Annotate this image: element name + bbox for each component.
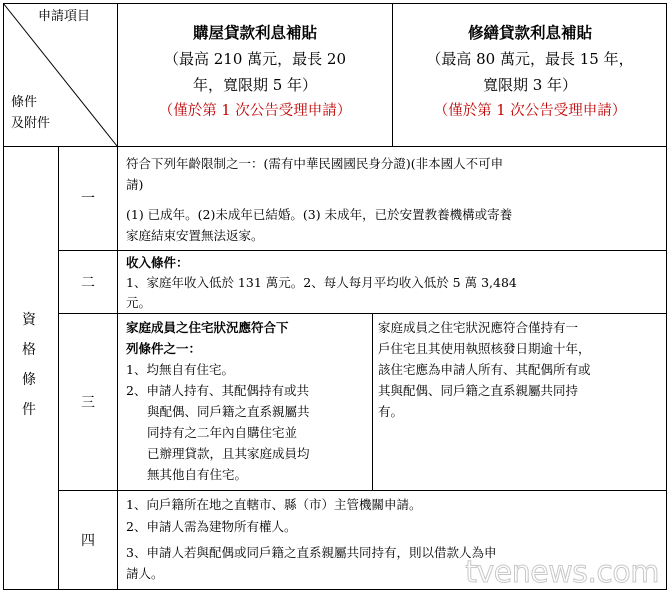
body-col-divider-1 bbox=[58, 146, 59, 590]
repair-note: （僅於第 1 次公告受理申請） bbox=[433, 103, 627, 119]
corner-bottom-label-2: 及附件 bbox=[11, 116, 51, 131]
row-divider-1 bbox=[58, 250, 667, 251]
side-label-4: 件 bbox=[22, 402, 36, 418]
row-number-2: 二 bbox=[81, 275, 95, 291]
row3-col-divider bbox=[372, 313, 373, 490]
row4-line1: 1、向戶籍所在地之直轄市、縣（市）主管機關申請。 bbox=[126, 497, 422, 512]
row3-left-line3: 1、均無自有住宅。 bbox=[126, 362, 234, 377]
row2-line3: 元。 bbox=[126, 295, 152, 310]
row3-right-line2: 戶住宅且其使用執照核發日期逾十年， bbox=[378, 341, 591, 356]
side-label-1: 資 bbox=[22, 312, 36, 328]
corner-top-label: 申請項目 bbox=[38, 9, 91, 24]
watermark: tvenews.com bbox=[465, 555, 659, 590]
repair-sub-2: 寬限期 3 年） bbox=[482, 76, 578, 94]
row2-line2: 1、家庭年收入低於 131 萬元。2、每人每月平均收入低於 5 萬 3,484 bbox=[126, 275, 517, 290]
row3-left-line7: 已辦理貸款，且其家庭成員均 bbox=[147, 446, 310, 461]
row1-line4: 家庭結束安置無法返家。 bbox=[126, 228, 264, 243]
row-number-4: 四 bbox=[81, 533, 95, 549]
row2-line1: 收入條件： bbox=[126, 255, 189, 270]
row3-left-line6: 同持有之二年內自購住宅並 bbox=[147, 425, 298, 440]
purchase-sub-1: （最高 210 萬元，最長 20 bbox=[163, 50, 347, 68]
row-divider-2 bbox=[58, 313, 667, 314]
purchase-sub-2: 年，寬限期 5 年） bbox=[192, 76, 318, 94]
row1-line1: 符合下列年齡限制之一：(需有中華民國國民身分證)(非本國人不可申 bbox=[126, 156, 504, 171]
row-divider-3 bbox=[58, 490, 667, 491]
row1-line2: 請) bbox=[126, 177, 144, 192]
body-col-divider-2 bbox=[117, 146, 118, 590]
repair-title: 修繕貸款利息補貼 bbox=[467, 23, 592, 42]
row3-right-line5: 有。 bbox=[378, 404, 404, 419]
row-number-3: 三 bbox=[81, 395, 95, 411]
row3-left-line4: 2、申請人持有、其配偶持有或共 bbox=[126, 383, 309, 398]
row4-line4: 請人。 bbox=[126, 566, 164, 581]
row3-left-line1: 家庭成員之住宅狀況應符合下 bbox=[126, 320, 289, 335]
side-label-3: 條 bbox=[22, 372, 36, 388]
row4-line3: 3、申請人若與配偶或同戶籍之直系親屬共同持有，則以借款人為申 bbox=[126, 545, 497, 560]
row4-line2: 2、申請人需為建物所有權人。 bbox=[126, 519, 297, 534]
corner-bottom-label-1: 條件 bbox=[11, 95, 38, 110]
row1-line3: (1) 已成年。(2)未成年已結婚。(3) 未成年，已於安置教養機構或寄養 bbox=[126, 207, 513, 222]
purchase-title: 購屋貸款利息補貼 bbox=[192, 23, 317, 42]
row3-left-line2: 列條件之一： bbox=[126, 341, 202, 356]
row3-right-line3: 該住宅應為申請人所有、其配偶所有或 bbox=[378, 362, 591, 377]
row3-right-line4: 其與配偶、同戶籍之直系親屬共同持 bbox=[378, 383, 579, 398]
repair-sub-1: （最高 80 萬元，最長 15 年， bbox=[426, 50, 634, 68]
purchase-note: （僅於第 1 次公告受理申請） bbox=[158, 103, 352, 119]
row3-left-line5: 與配偶、同戶籍之直系親屬共 bbox=[147, 404, 310, 419]
row3-right-line1: 家庭成員之住宅狀況應符合僅持有一 bbox=[378, 320, 579, 335]
row3-left-line8: 無其他自有住宅。 bbox=[147, 467, 248, 482]
side-label-2: 格 bbox=[22, 342, 36, 358]
row-number-1: 一 bbox=[81, 191, 95, 207]
